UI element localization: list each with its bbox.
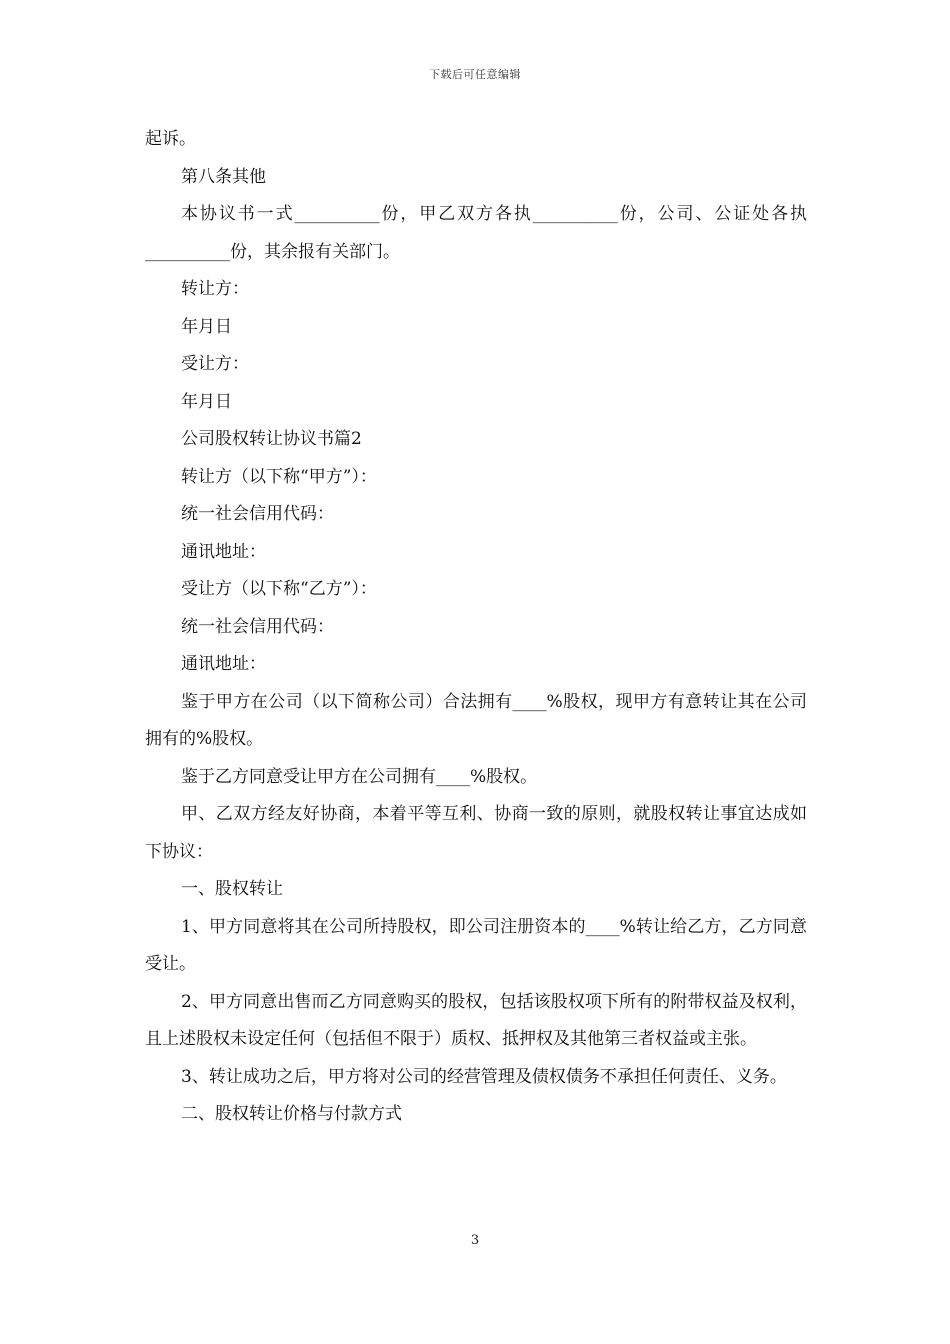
paragraph: 本协议书一式__________份，甲乙双方各执__________份，公司、公证处各执__________份，其余报有关部门。 [145, 204, 807, 262]
signature-label: 受让方： [181, 354, 249, 374]
section-heading: 第八条其他 [181, 166, 266, 187]
clause: 2、甲方同意出售而乙方同意购买的股权，包括该股权项下所有的附带权益及权利，且上述股权未设定任何（包括但不限于）质权、抵押权及其他第三者权益或主张。 [145, 991, 807, 1049]
section-heading: 二、股权转让价格与付款方式 [181, 1104, 402, 1124]
paragraph: 起诉。 [145, 129, 196, 149]
field-label: 统一社会信用代码： [181, 504, 334, 524]
paragraph: 甲、乙双方经友好协商，本着平等互利、协商一致的原则，就股权转让事宜达成如下协议： [145, 804, 807, 862]
party-label: 受让方（以下称“乙方”）： [181, 579, 377, 599]
document-body [145, 121, 807, 1134]
paragraph: 鉴于乙方同意受让甲方在公司拥有____%股权。 [181, 766, 538, 787]
page-header: 下载后可任意编辑 [429, 68, 521, 81]
date-label: 年月日 [181, 391, 232, 412]
document-title: 公司股权转让协议书篇2 [181, 429, 362, 449]
page-number: 3 [470, 1233, 480, 1248]
party-label: 转让方（以下称“甲方”）： [181, 466, 377, 487]
date-label: 年月日 [181, 316, 232, 337]
field-label: 通讯地址： [181, 541, 266, 562]
field-label: 统一社会信用代码： [181, 616, 334, 637]
field-label: 通讯地址： [181, 654, 266, 674]
clause: 1、甲方同意将其在公司所持股权，即公司注册资本的____%转让给乙方，乙方同意受让。 [145, 916, 807, 974]
clause: 3、转让成功之后，甲方将对公司的经营管理及债权债务不承担任何责任、义务。 [181, 1066, 787, 1087]
section-heading: 一、股权转让 [181, 879, 283, 899]
paragraph: 鉴于甲方在公司（以下简称公司）合法拥有____%股权，现甲方有意转让其在公司拥有的%股权。 [145, 691, 807, 749]
signature-label: 转让方： [181, 279, 249, 299]
